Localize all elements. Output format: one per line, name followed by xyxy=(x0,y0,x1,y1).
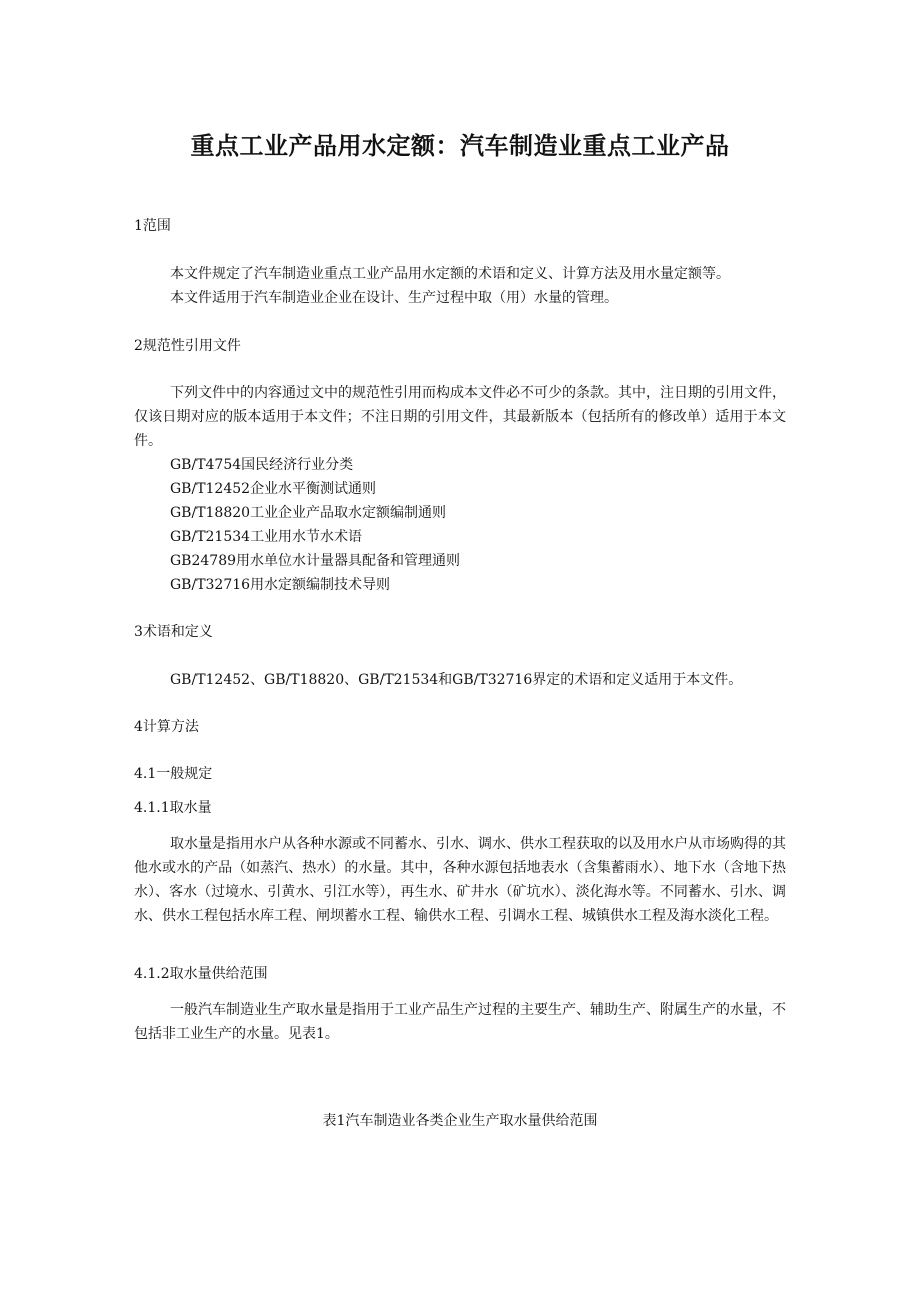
section-1-line-2: 本文件适用于汽车制造业企业在设计、生产过程中取（用）水量的管理。 xyxy=(170,290,618,306)
section-4-heading: 4计算方法 xyxy=(134,719,199,735)
section-3-text: GB/T12452、GB/T18820、GB/T21534和GB/T32716界定的术语和定义适用于本文件。 xyxy=(170,672,743,688)
subsection-4-1-1-heading: 4.1.1取水量 xyxy=(134,800,212,816)
subsection-4-1-2-paragraph: 一般汽车制造业生产取水量是指用于工业产品生产过程的主要生产、辅助生产、附属生产的水量，不包括非工业生产的水量。见表1。 xyxy=(134,1002,786,1042)
reference-item: GB/T21534工业用水节水术语 xyxy=(170,529,363,545)
section-1-heading: 1范围 xyxy=(134,218,171,234)
subsection-4-1-heading: 4.1一般规定 xyxy=(134,766,213,782)
reference-item: GB/T4754国民经济行业分类 xyxy=(170,457,354,473)
subsection-4-1-2-heading: 4.1.2取水量供给范围 xyxy=(134,966,268,982)
section-2-heading: 2规范性引用文件 xyxy=(134,338,241,354)
section-2-paragraph: 下列文件中的内容通过文中的规范性引用而构成本文件必不可少的条款。其中，注日期的引用文件，仅该日期对应的版本适用于本文件；不注日期的引用文件，其最新版本（包括所有的修改单）适用于本文件。 xyxy=(134,385,786,449)
section-3-heading: 3术语和定义 xyxy=(134,624,213,640)
reference-item: GB/T12452企业水平衡测试通则 xyxy=(170,481,377,497)
document-title: 重点工业产品用水定额：汽车制造业重点工业产品 xyxy=(190,132,730,160)
reference-item: GB/T32716用水定额编制技术导则 xyxy=(170,577,391,593)
reference-item: GB/T18820工业企业产品取水定额编制通则 xyxy=(170,505,447,521)
subsection-4-1-1-paragraph: 取水量是指用水户从各种水源或不同蓄水、引水、调水、供水工程获取的以及用水户从市场购得的其他水或水的产品（如蒸汽、热水）的水量。其中，各种水源包括地表水（含集蓄雨水）、地下水（含地下热水）、客水（过境水、引黄水、引江水等），再生水、矿井水（矿坑水）、淡化海水等。不同蓄水、引水、调水、供水工程包括水库工程、闸坝蓄水工程、输供水工程、引调水工程、城镇供水工程及海水淡化工程。 xyxy=(134,836,786,924)
reference-item: GB24789用水单位水计量器具配备和管理通则 xyxy=(170,553,461,569)
table-1-caption: 表1汽车制造业各类企业生产取水量供给范围 xyxy=(322,1113,598,1129)
section-1-line-1: 本文件规定了汽车制造业重点工业产品用水定额的术语和定义、计算方法及用水量定额等。 xyxy=(170,266,730,282)
